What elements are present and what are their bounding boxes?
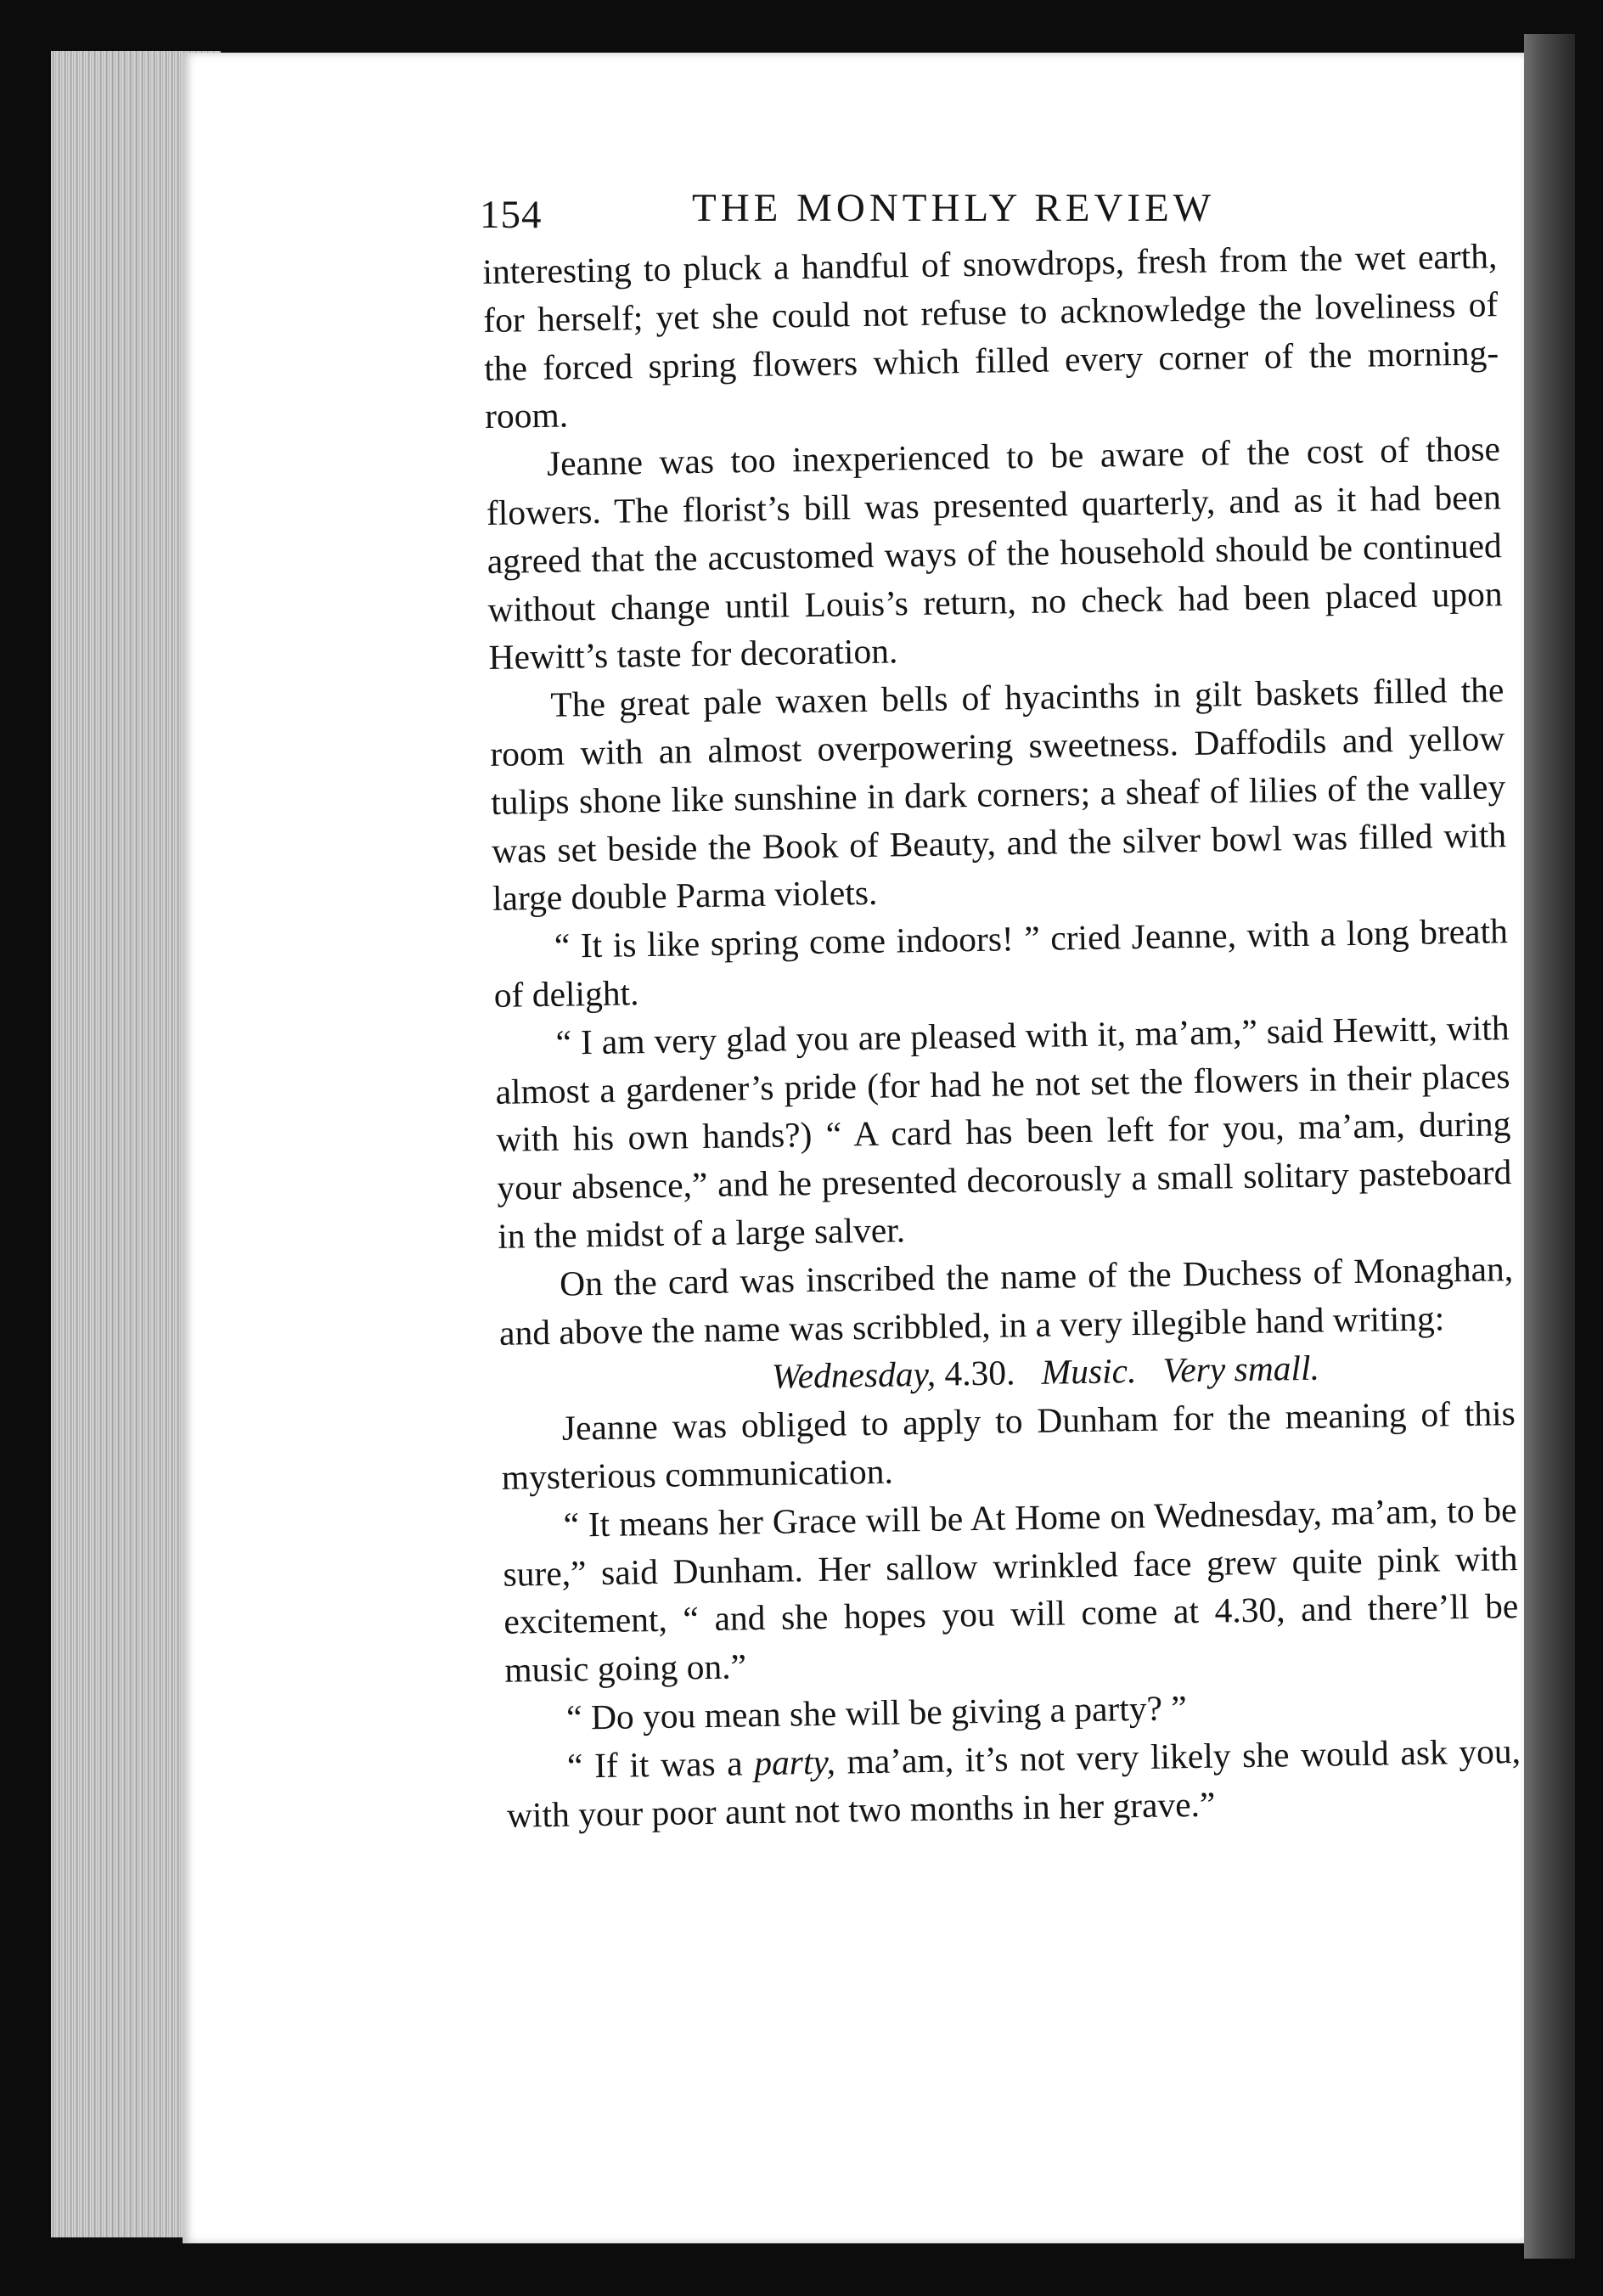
page-number: 154 — [480, 193, 543, 237]
paragraph-7: Jeanne was obliged to apply to Dunham for the meaning of this mysterious communication. — [501, 1393, 1516, 1497]
paragraph-2: Jeanne was too inexperienced to be aware of the cost of those flowers. The florist’s bill was presented quarterly, and as it had been agreed that the accustomed ways of the household should be continued without change until Louis’s return, no check had been placed upon Hewitt’s taste for decoration. — [486, 429, 1503, 678]
body-text — [482, 232, 1521, 1839]
card-time: 4.30. — [944, 1353, 1015, 1393]
paragraph-1: interesting to pluck a handful of snowdrops, fresh from the wet earth, for herself; yet she could not refuse to acknowledge the loveliness of the forced spring flowers which filled every corner of the morning-room. — [482, 236, 1499, 436]
book-spine-shadow — [1524, 34, 1575, 2259]
paragraph-4: “ It is like spring come indoors! ” cried Jeanne, with a long breath of delight. — [493, 911, 1509, 1015]
paragraph-10 — [506, 1727, 1522, 1839]
paragraph-5: “ I am very glad you are pleased with it, ma’am,” said Hewitt, with almost a gardener’s pride (for had he not set the flowers in their places with his own hands?) “ A card has been left for you, ma’am, during your absence,” and he presented decorously a small solitary pasteboard in the midst of a large salver. — [495, 1007, 1512, 1256]
card-size: Very small. — [1162, 1348, 1320, 1390]
card-music: Music. — [1041, 1351, 1137, 1393]
paragraph-3: The great pale waxen bells of hyacinths in gilt baskets filled the room with an almost overpowering sweetness. Daffodils and yellow tulips shone like sunshine in dark corners; a sheaf of lilies of the valley was set beside the Book of Beauty, and the silver bowl was filled with large double Parma violets. — [489, 670, 1507, 919]
card-day: Wednesday, — [771, 1354, 936, 1397]
paragraph-10-start: “ If it was a — [566, 1743, 743, 1786]
paragraph-10-end: ma’am, it’s not very likely she would ask you, with your poor aunt not two months in her grave.” — [506, 1730, 1521, 1835]
running-head-title: THE MONTHLY REVIEW — [692, 186, 1216, 230]
paragraph-6: On the card was inscribed the name of the Duchess of Monaghan, and above the name was scribbled, in a very illegible hand writing: — [498, 1248, 1514, 1353]
paragraph-8: “ It means her Grace will be At Home on Wednesday, ma’am, to be sure,” said Dunham. Her sallow wrinkled face grew quite pink with excitement, “ and she hopes you will come at 4.30, and there’ll be music going on.” — [503, 1489, 1519, 1690]
paragraph-9: “ Do you mean she will be giving a party? ” — [565, 1688, 1188, 1737]
paragraph-10-italic: party, — [753, 1742, 836, 1782]
